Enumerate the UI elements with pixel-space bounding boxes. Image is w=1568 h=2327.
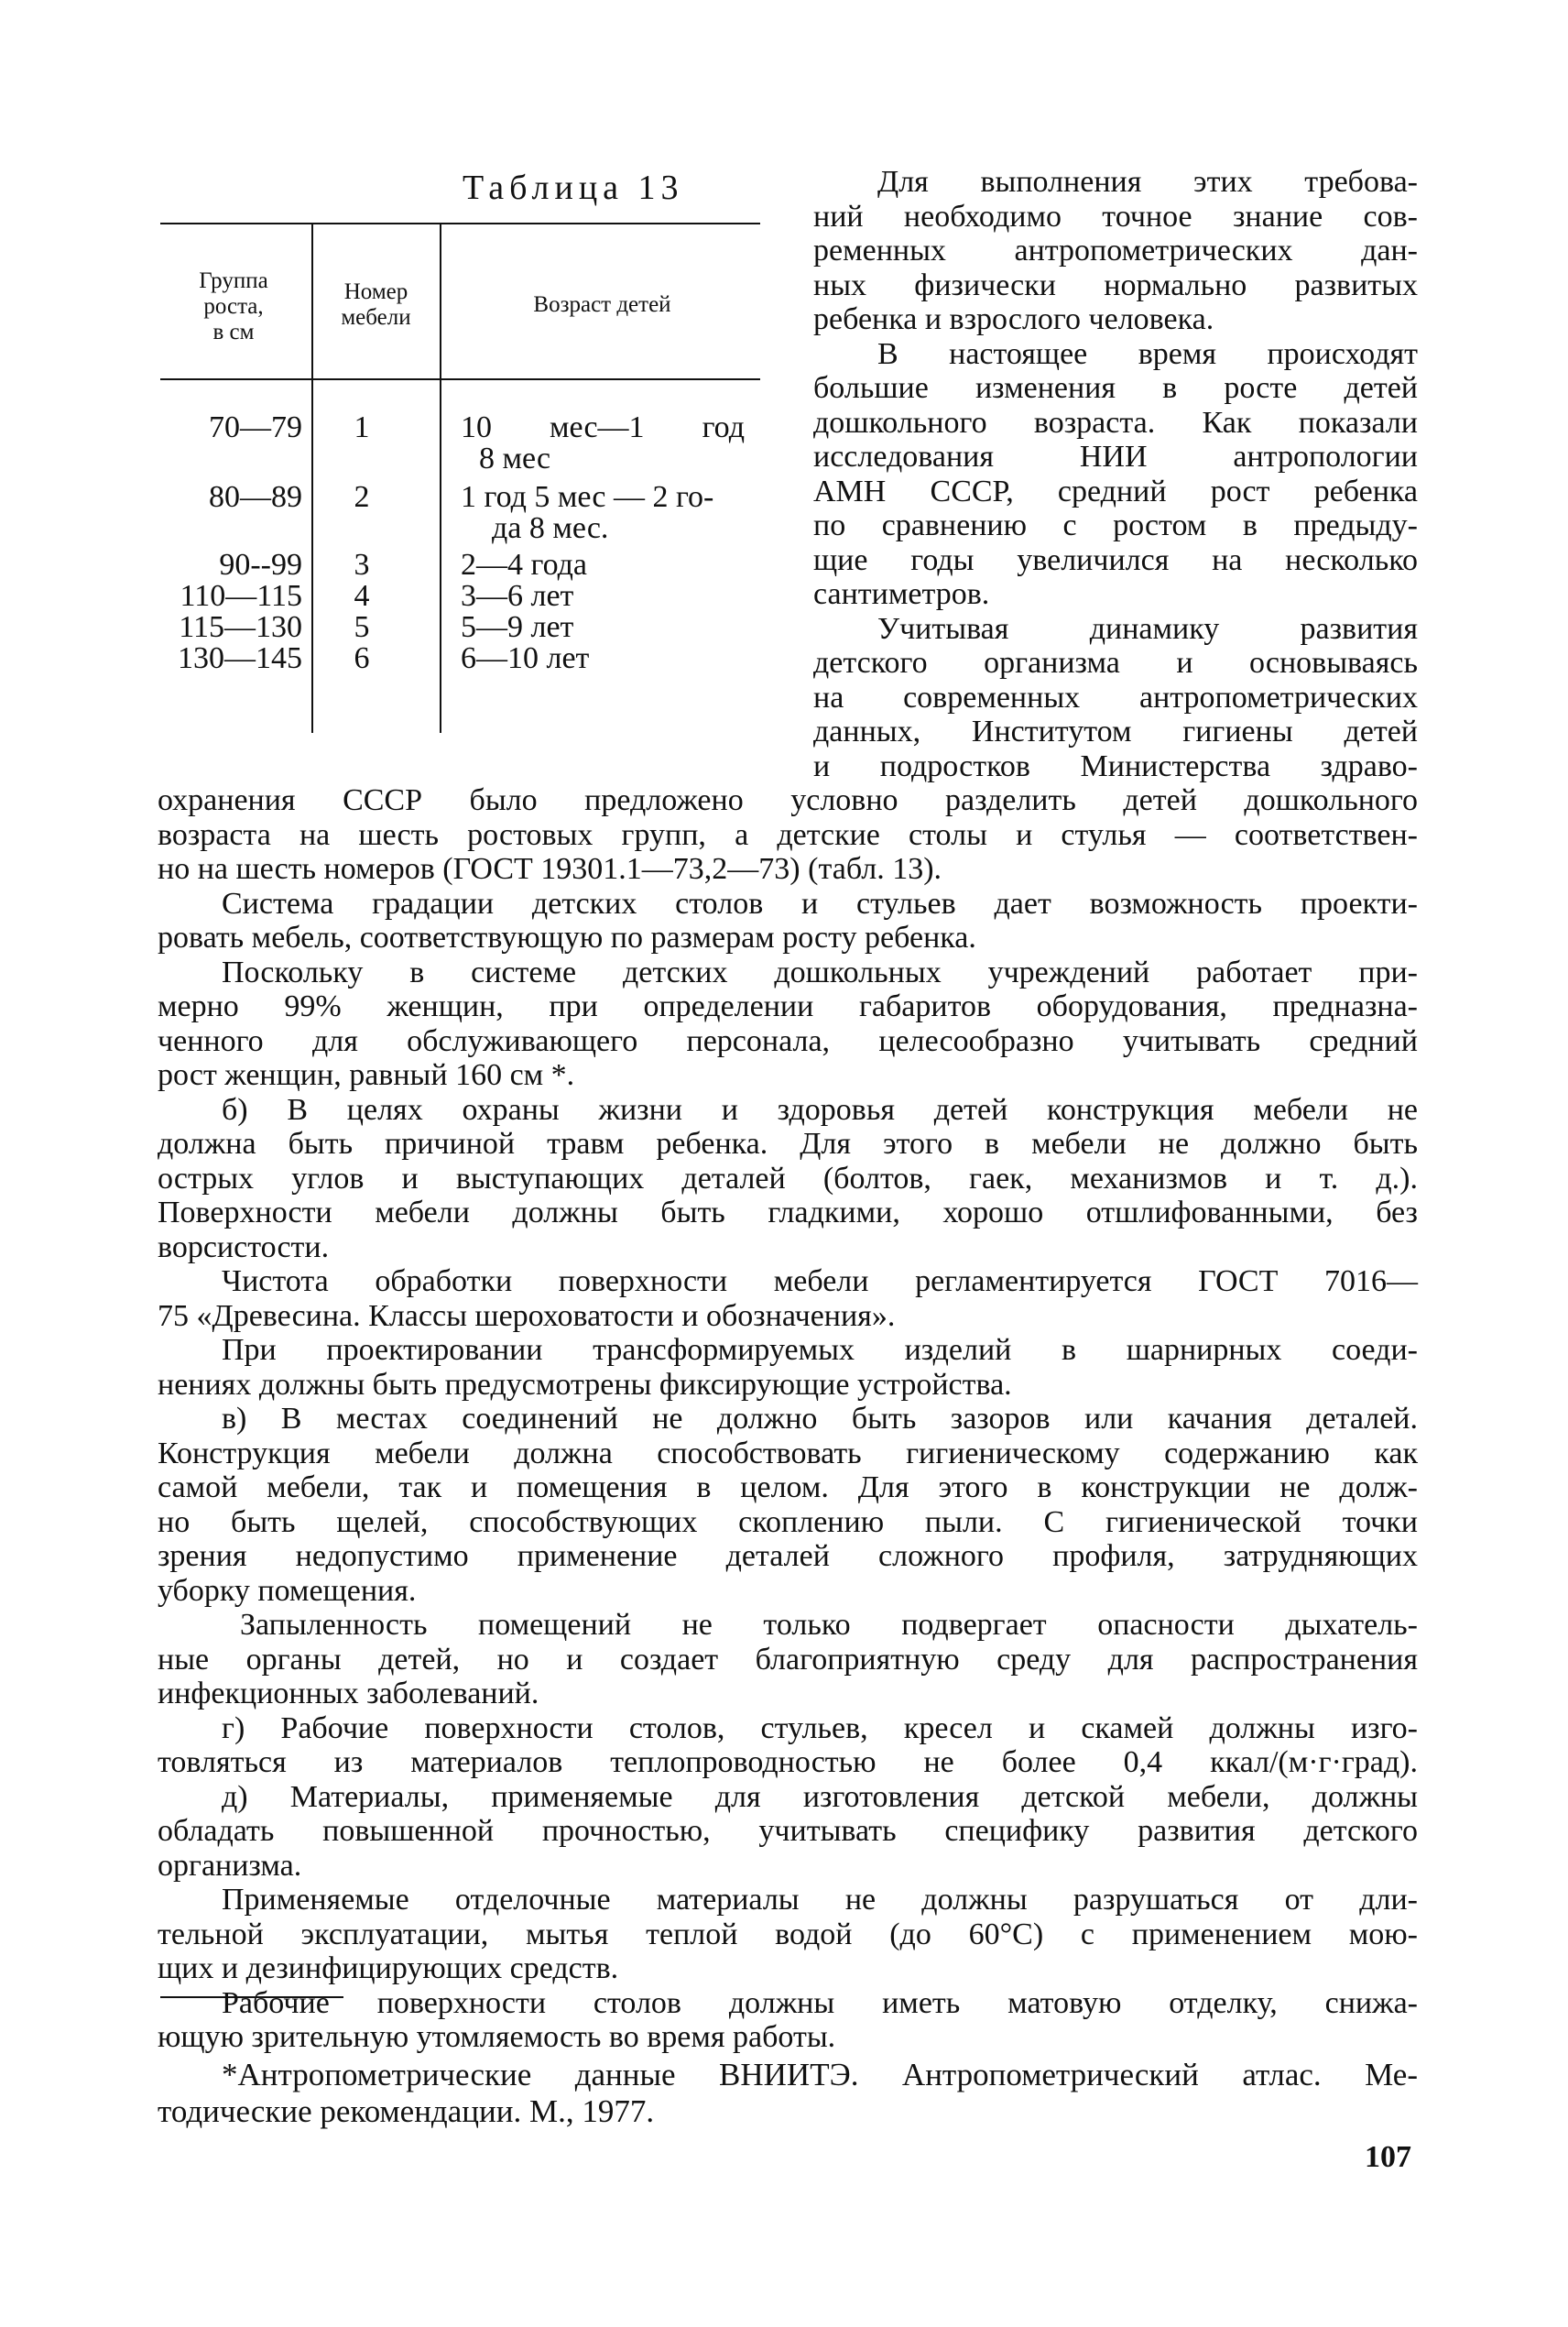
text-line: Чистота обработки поверхности мебели регламентируется ГОСТ 7016— xyxy=(222,1264,1418,1298)
table-cell-number: 2 xyxy=(354,480,370,514)
text-line: нениях должны быть предусмотрены фиксирующие устройства. xyxy=(158,1367,1012,1402)
text-line: но на шесть номеров (ГОСТ 19301.1—73,2—73) (табл. 13). xyxy=(158,852,942,886)
table-cell-age: 2—4 года xyxy=(461,548,588,582)
text-line: большие изменения в росте детей xyxy=(813,371,1418,405)
page-number: 107 xyxy=(1365,2140,1411,2174)
text-line: Для выполнения этих требова- xyxy=(877,165,1418,199)
text-line: б) В целях охраны жизни и здоровья детей конструкция мебели не xyxy=(222,1092,1418,1127)
text-line: должна быть причиной травм ребенка. Для этого в мебели не должно быть xyxy=(158,1127,1418,1161)
header-group: Группа роста, в см xyxy=(199,268,268,344)
table-cell-age: 1 год 5 мес — 2 го- да 8 мес. xyxy=(461,480,714,545)
text-line: Учитывая динамику развития xyxy=(877,611,1418,646)
text-line: ные органы детей, но и создает благоприятную среду для распространения xyxy=(158,1642,1418,1677)
text-line: уборку помещения. xyxy=(158,1573,417,1608)
table-cell-age: 6—10 лет xyxy=(461,641,590,675)
table-top-rule xyxy=(160,223,760,224)
body-paragraphs xyxy=(158,783,1418,2055)
text-line: Применяемые отделочные материалы не должны разрушаться от дли- xyxy=(222,1883,1418,1917)
text-line: и подростков Министерства здраво- xyxy=(813,748,1418,783)
table-cell-age: 5—9 лет xyxy=(461,610,574,644)
footnote xyxy=(158,2057,1418,2130)
text-line: охранения СССР было предложено условно разделить детей дошкольного xyxy=(158,783,1418,817)
text-line: по сравнению с ростом в предыду- xyxy=(813,508,1418,542)
text-line: Система градации детских столов и стульев дает возможность проекти- xyxy=(222,886,1418,921)
table-cell-age: 3—6 лет xyxy=(461,579,574,613)
text-line: инфекционных заболеваний. xyxy=(158,1677,539,1710)
table-caption: Таблица 13 xyxy=(463,169,684,207)
text-line: щих и дезинфицирующих средств. xyxy=(158,1951,619,1985)
text-line: 75 «Древесина. Классы шероховатости и обозначения». xyxy=(158,1298,896,1333)
text-line: данных, Институтом гигиены детей xyxy=(813,715,1418,748)
text-line: ворсистости. xyxy=(158,1229,330,1264)
text-line: организма. xyxy=(158,1848,302,1883)
text-line: Запыленность помещений не только подвергает опасности дыхатель- xyxy=(240,1608,1418,1642)
text-line: детского организма и основываясь xyxy=(813,646,1418,680)
table-col-divider-2 xyxy=(440,223,441,733)
footnote-line: *Антропометрические данные ВНИИТЭ. Антропометрический атлас. Ме- xyxy=(222,2057,1418,2092)
height-groups-table xyxy=(160,223,760,736)
table-cell-group: 80—89 xyxy=(209,480,302,514)
text-line: зрения недопустимо применение деталей сложного профиля, затрудняющих xyxy=(158,1539,1418,1573)
text-line: При проектировании трансформируемых изделий в шарнирных соеди- xyxy=(222,1333,1418,1367)
text-line: ровать мебель, соответствующую по размерам росту ребенка. xyxy=(158,921,976,955)
text-line: тельной эксплуатации, мытья теплой водой (до 60°С) с применением мою- xyxy=(158,1917,1418,1951)
text-line: АМН СССР, средний рост ребенка xyxy=(813,474,1418,508)
text-line: острых углов и выступающих деталей (болтов, гаек, механизмов и т. д.). xyxy=(158,1161,1418,1196)
text-line: Поверхности мебели должны быть гладкими, хорошо отшлифованными, без xyxy=(158,1196,1418,1229)
text-line: щие годы увеличился на несколько xyxy=(813,542,1418,577)
text-line: обладать повышенной прочностью, учитывать специфику развития детского xyxy=(158,1814,1418,1848)
table-header-rule xyxy=(160,378,760,380)
text-line: дошкольного возраста. Как показали xyxy=(813,405,1418,440)
text-line: ченного для обслуживающего персонала, целесообразно учитывать средний xyxy=(158,1023,1418,1058)
text-line: ребенка и взрослого человека. xyxy=(813,302,1214,336)
text-line: ременных антропометрических дан- xyxy=(813,234,1418,268)
table-cell-number: 4 xyxy=(354,579,370,613)
text-line: В настоящее время происходят xyxy=(877,336,1418,371)
text-line: Конструкция мебели должна способствовать гигиеническому содержанию как xyxy=(158,1436,1418,1470)
text-line: ний необходимо точное знание сов- xyxy=(813,199,1418,234)
text-line: исследования НИИ антропологии xyxy=(813,440,1418,474)
table-cell-number: 1 xyxy=(354,410,370,444)
text-line: рост женщин, равный 160 см *. xyxy=(158,1058,575,1092)
text-line: на современных антропометрических xyxy=(813,680,1418,715)
table-cell-number: 6 xyxy=(354,641,370,675)
text-line: в) В местах соединений не должно быть зазоров или качания деталей. xyxy=(222,1402,1418,1436)
table-cell-group: 70—79 xyxy=(209,410,302,444)
text-line: ных физически нормально развитых xyxy=(813,268,1418,302)
table-cell-group: 90--99 xyxy=(219,548,302,582)
text-line: г) Рабочие поверхности столов, стульев, кресел и скамей должны изго- xyxy=(222,1710,1418,1745)
header-number: Номер мебели xyxy=(341,279,411,330)
text-line: но быть щелей, способствующих скоплению пыли. С гигиенической точки xyxy=(158,1504,1418,1539)
text-line: самой мебели, так и помещения в целом. Для этого в конструкции не долж- xyxy=(158,1470,1418,1504)
table-cell-age: 10 мес—1 год 8 мес xyxy=(461,410,745,475)
table-cell-number: 3 xyxy=(354,548,370,582)
header-age: Возраст детей xyxy=(533,292,671,317)
table-cell-group: 110—115 xyxy=(180,579,302,613)
text-line: Рабочие поверхности столов должны иметь матовую отделку, снижа- xyxy=(222,1985,1418,2020)
text-line: товляться из материалов теплопроводностью не более 0,4 ккал/(м·г·град). xyxy=(158,1745,1418,1779)
text-line: возраста на шесть ростовых групп, а детские столы и стулья — соответствен- xyxy=(158,817,1418,852)
side-paragraphs xyxy=(813,165,1418,783)
footnote-line: тодические рекомендации. М., 1977. xyxy=(158,2093,655,2129)
text-line: сантиметров. xyxy=(813,577,990,611)
table-cell-group: 130—145 xyxy=(178,641,302,675)
text-line: Поскольку в системе детских дошкольных учреждений работает при- xyxy=(222,955,1418,989)
text-line: мерно 99% женщин, при определении габаритов оборудования, предназна- xyxy=(158,989,1418,1023)
text-line: ющую зрительную утомляемость во время работы. xyxy=(158,2020,836,2054)
table-cell-group: 115—130 xyxy=(179,610,302,644)
footnote-rule xyxy=(160,1996,343,1998)
text-line: д) Материалы, применяемые для изготовления детской мебели, должны xyxy=(222,1779,1418,1814)
table-cell-number: 5 xyxy=(354,610,370,644)
